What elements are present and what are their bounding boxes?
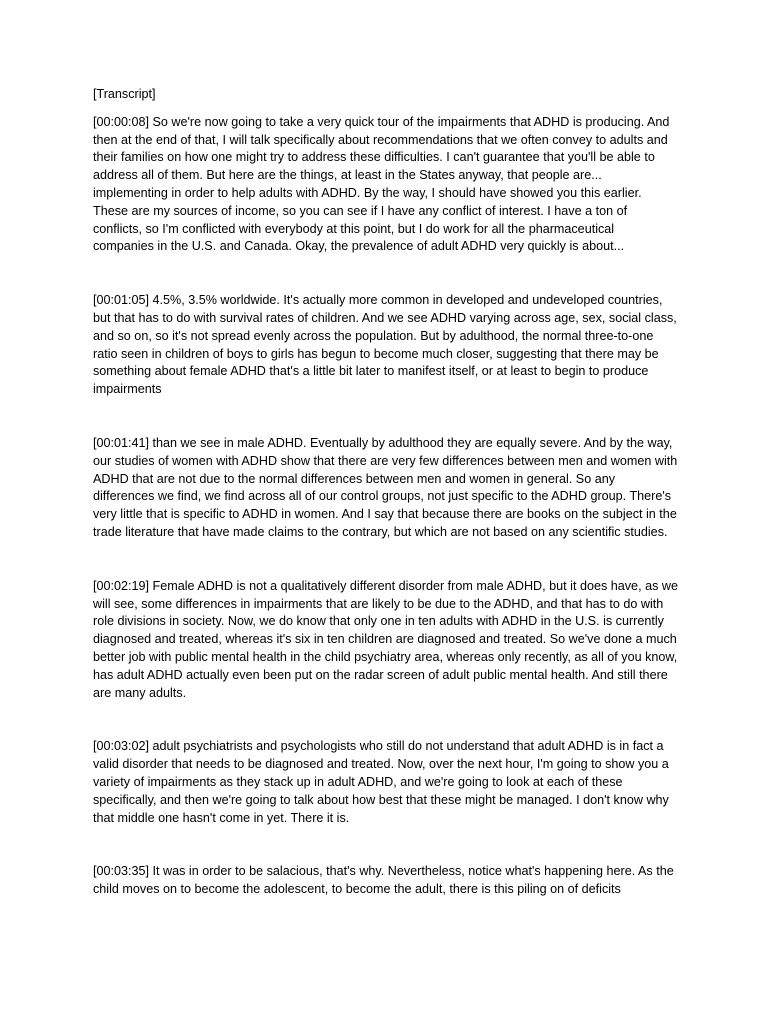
transcript-paragraph: [00:00:08] So we're now going to take a very quick tour of the impairments that ADHD is producing. And then at the end of that, I will talk specifically about recommendations that we often convey to adults and their families on how one might try to address these difficulties. I can't guarantee that you'll be able to address all of them. But here are the things, at least in the States anyway, that people are... implementing in order to help adults with ADHD. By the way, I should have showed you this earlier. These are my sources of income, so you can see if I have any conflict of interest. I have a ton of conflicts, so I'm conflicted with everybody at this point, but I do work for all the pharmaceutical companies in the U.S. and Canada. Okay, the prevalence of adult ADHD very quickly is about...	[93, 114, 670, 254]
transcript-heading: [Transcript]	[93, 87, 156, 101]
transcript-paragraph: [00:01:41] than we see in male ADHD. Eventually by adulthood they are equally severe. And by the way, our studies of women with ADHD show that there are very few differences between men and women with ADHD that are not due to the normal differences between men and women in general. So any differences we find, we find across all of our control groups, not just specific to the ADHD group. There's very little that is specific to ADHD in women. And I say that because there are books on the subject in the trade literature that have made claims to the contrary, but which are not based on any scientific studies.	[93, 435, 678, 539]
transcript-body	[93, 86, 678, 935]
transcript-paragraph: [00:03:02] adult psychiatrists and psychologists who still do not understand that adult ADHD is in fact a valid disorder that needs to be diagnosed and treated. Now, over the next hour, I'm going to show you a variety of impairments as they stack up in adult ADHD, and we're going to look at each of these specifically, and then we're going to talk about how best that these might be managed. I don't know why that middle one hasn't come in yet. There it is.	[93, 739, 669, 825]
transcript-paragraph: [00:02:19] Female ADHD is not a qualitatively different disorder from male ADHD, but it does have, as we will see, some differences in impairments that are likely to be due to the ADHD, and that has to do with role divisions in society. Now, we do know that only one in ten adults with ADHD in the U.S. is currently diagnosed and treated, whereas it's six in ten children are diagnosed and treated. So we've done a much better job with public mental health in the child psychiatry area, whereas only recently, as all of you know, has adult ADHD actually even been put on the radar screen of adult public mental health. And still there are many adults.	[93, 578, 678, 700]
transcript-paragraph: [00:03:35] It was in order to be salacious, that's why. Nevertheless, notice what's happening here. As the child moves on to become the adolescent, to become the adult, there is this piling on of deficits	[93, 864, 674, 897]
transcript-paragraph: [00:01:05] 4.5%, 3.5% worldwide. It's actually more common in developed and undeveloped countries, but that has to do with survival rates of children. And we see ADHD varying across age, sex, social class, and so on, so it's not spread evenly across the population. But by adulthood, the normal three-to-one ratio seen in children of boys to girls has begun to become much closer, suggesting that there may be something about female ADHD that's a little bit later to manifest itself, or at least to begin to produce impairments	[93, 293, 677, 397]
